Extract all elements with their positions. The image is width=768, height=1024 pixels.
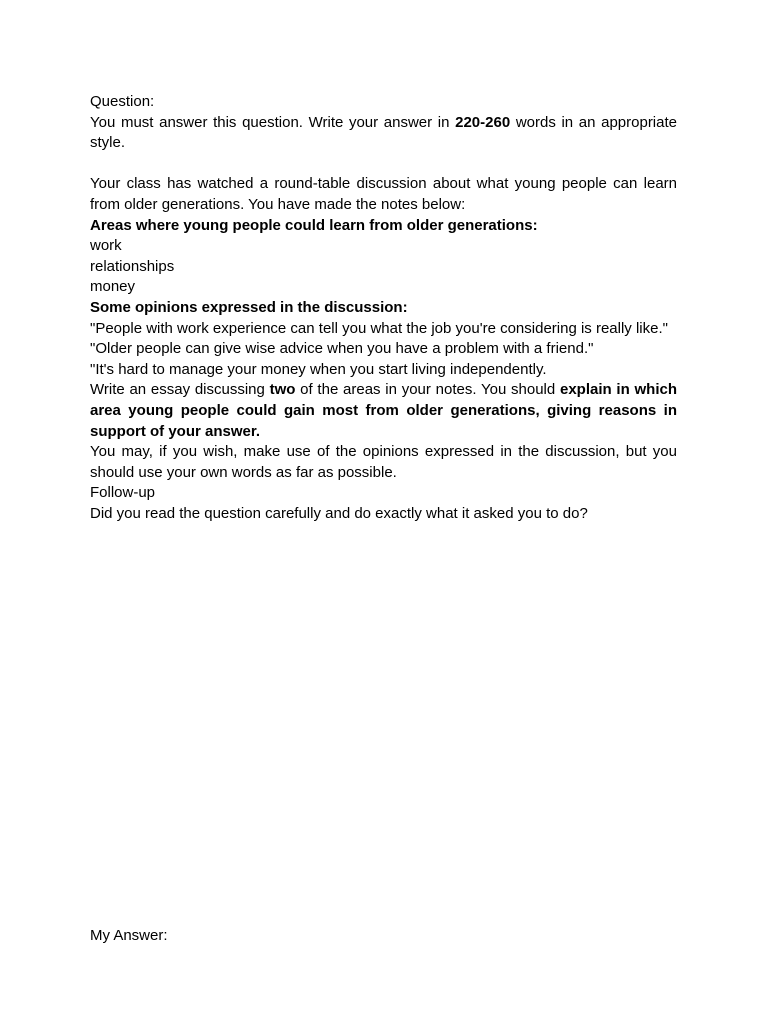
areas-heading: Areas where young people could learn from older generations: xyxy=(90,216,538,234)
task-text-start: Write an essay discussing xyxy=(90,381,270,399)
answer-label: My Answer: xyxy=(90,927,168,944)
opinion-item: "People with work experience can tell you what the job you're considering is really like." xyxy=(90,319,668,337)
area-item-money: money xyxy=(90,278,136,296)
document-body xyxy=(90,92,677,524)
task-emphasis-explain: explain in which area young people could gain most from older generations, giving reasons in support of your answer. xyxy=(90,381,677,440)
opinions-heading: Some opinions expressed in the discussion: xyxy=(90,298,408,316)
task-paragraph xyxy=(90,380,677,442)
instruction-paragraph xyxy=(90,113,677,154)
question-label: Question: xyxy=(90,93,155,110)
instruction-text-end: words in an appropriate style. xyxy=(90,113,677,152)
paragraph-spacer xyxy=(90,154,677,175)
instruction-text-start: You must answer this question. Write your answer in xyxy=(90,113,456,131)
followup-question: Did you read the question carefully and do exactly what it asked you to do? xyxy=(90,504,588,522)
word-count-range: 220-260 xyxy=(455,113,511,131)
followup-label: Follow-up xyxy=(90,484,156,502)
area-item-work: work xyxy=(90,237,122,255)
opinion-item: "Older people can give wise advice when you have a problem with a friend." xyxy=(90,340,594,358)
context-paragraph: Your class has watched a round-table discussion about what young people can learn from older generations. You have made the notes below: xyxy=(90,175,677,213)
task-emphasis-two: two xyxy=(269,381,296,399)
optional-note-paragraph: You may, if you wish, make use of the opinions expressed in the discussion, but you should use your own words as far as possible. xyxy=(90,443,677,481)
opinion-item: "It's hard to manage your money when you start living independently. xyxy=(90,360,547,378)
task-text-middle: of the areas in your notes. You should xyxy=(295,381,560,399)
area-item-relationships: relationships xyxy=(90,257,175,275)
